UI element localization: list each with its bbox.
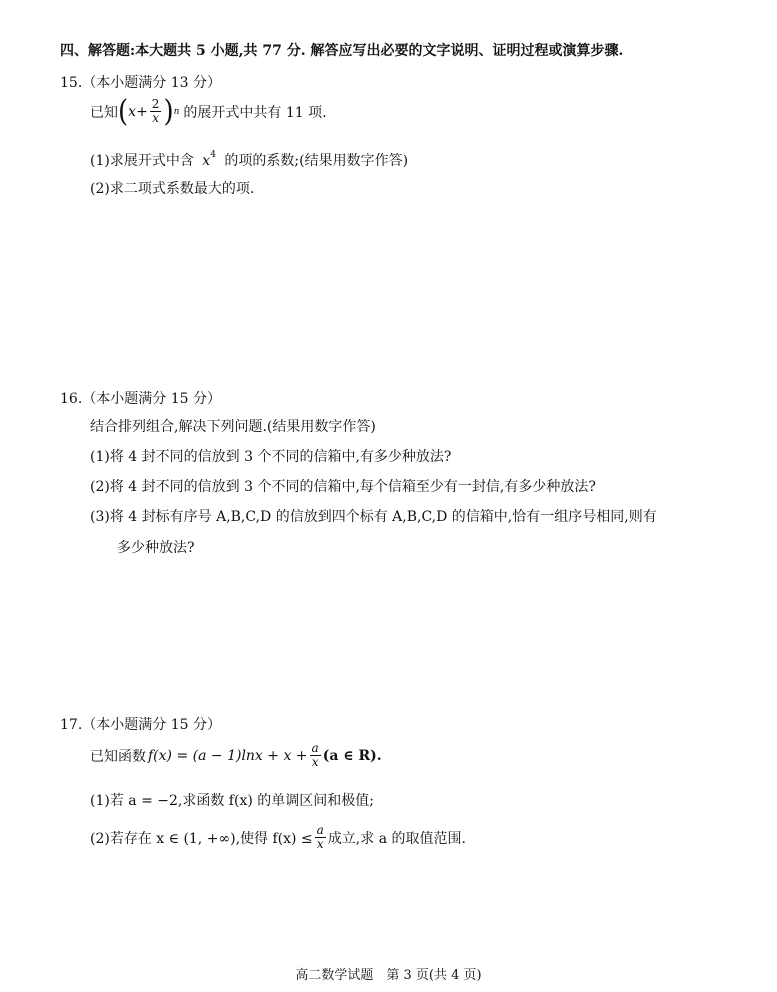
q15-p1-var: x — [202, 153, 211, 169]
q17-p2-fraction — [315, 824, 326, 851]
q17-p2-suffix: 成立,求 a 的取值范围. — [327, 830, 466, 847]
q15-plus: + — [136, 103, 148, 120]
question-17-stem — [90, 742, 382, 769]
question-15-part-2: (2)求二项式系数最大的项. — [90, 181, 255, 197]
question-16-intro: 结合排列组合,解决下列问题.(结果用数字作答) — [90, 419, 376, 435]
question-16-part-3-line-2: 多少种放法? — [117, 540, 195, 556]
right-paren: ) — [163, 94, 174, 129]
q15-stem-suffix: 的展开式中共有 11 项. — [183, 104, 327, 121]
q15-exponent: n — [173, 106, 180, 117]
q17-p2-frac-denominator: x — [316, 837, 324, 851]
q17-p2-prefix: (2)若存在 x ∈ (1, +∞),使得 f(x) ≤ — [90, 830, 313, 847]
q15-frac-denominator: x — [152, 111, 159, 125]
q15-p1-prefix: (1)求展开式中含 — [90, 153, 194, 169]
q15-frac-numerator: 2 — [151, 97, 160, 111]
question-17-part-2 — [90, 824, 466, 851]
q17-stem-suffix: (a ∈ R). — [322, 747, 382, 764]
q15-p1-suffix: 的项的系数;(结果用数字作答) — [224, 153, 409, 169]
question-17-part-1: (1)若 a = −2,求函数 f(x) 的单调区间和极值; — [90, 793, 374, 809]
question-17-title: 17.（本小题满分 15 分） — [60, 717, 221, 733]
q17-p2-frac-numerator: a — [316, 823, 324, 837]
question-16-title: 16.（本小题满分 15 分） — [60, 391, 221, 407]
q17-frac-numerator: a — [311, 741, 319, 755]
page-footer: 高二数学试题 第 3 页(共 4 页) — [295, 968, 482, 983]
q17-stem-prefix: 已知函数 — [90, 748, 146, 765]
question-16-part-2: (2)将 4 封不同的信放到 3 个不同的信箱中,每个信箱至少有一封信,有多少种放法? — [90, 479, 596, 495]
q15-p1-exp: 4 — [210, 150, 216, 160]
q17-frac-denominator: x — [311, 755, 319, 769]
section-heading: 四、解答题:本大题共 5 小题,共 77 分. 解答应写出必要的文字说明、证明过程或演算步骤. — [60, 43, 624, 59]
q15-stem-prefix: 已知 — [90, 104, 118, 121]
q17-fraction — [310, 742, 321, 769]
question-15-part-1 — [90, 150, 408, 170]
question-15-title: 15.（本小题满分 13 分） — [60, 75, 221, 91]
question-15-stem — [90, 94, 327, 129]
left-paren: ( — [118, 94, 129, 129]
q15-fraction — [150, 98, 162, 125]
q15-var-x: x — [128, 103, 137, 120]
question-16-part-1: (1)将 4 封不同的信放到 3 个不同的信箱中,有多少种放法? — [90, 449, 452, 465]
q17-stem-function: f(x) = (a − 1)lnx + x + — [148, 747, 308, 764]
question-16-part-3-line-1: (3)将 4 封标有序号 A,B,C,D 的信放到四个标有 A,B,C,D 的信箱中,恰有一组序号相同,则有 — [90, 509, 657, 525]
